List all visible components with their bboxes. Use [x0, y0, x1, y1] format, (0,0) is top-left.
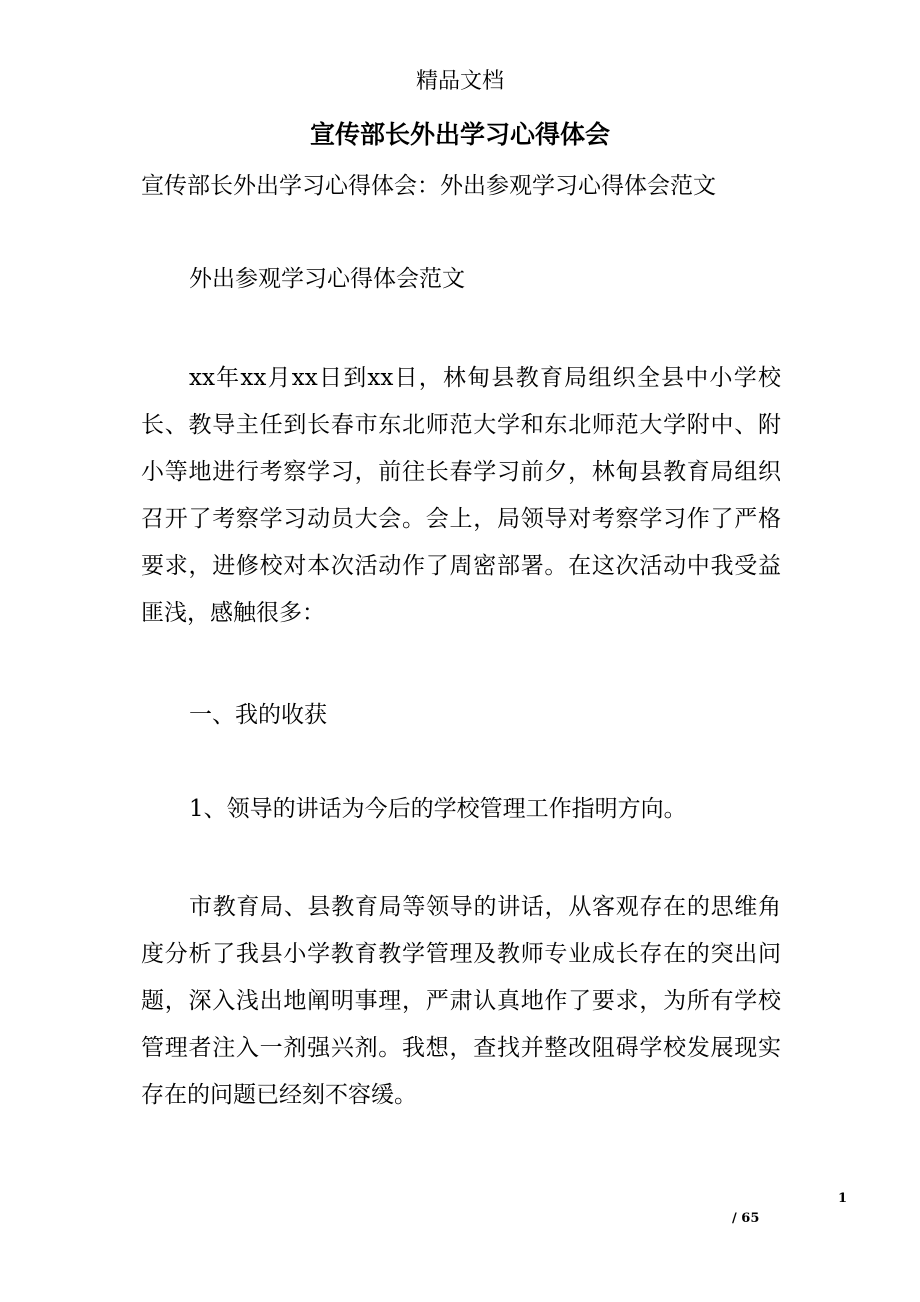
document-subtitle: 宣传部长外出学习心得体会：外出参观学习心得体会范文: [141, 173, 716, 199]
page-header: 精品文档: [415, 69, 504, 94]
document-title: 宣传部长外出学习心得体会: [309, 120, 610, 149]
heading-leadership-speech: 1、领导的讲话为今后的学校管理工作指明方向。: [189, 796, 687, 822]
paragraph-speech-detail: 市教育局、县教育局等领导的讲话，从客观存在的思维角度分析了我县小学教育教学管理及教师专业成长存在的突出问题，深入浅出地阐明事理，严肃认真地作了要求，为所有学校管理者注入一剂强兴剂。我想，查找并整改阻碍学校发展现实存在的问题已经刻不容缓。: [141, 894, 781, 1108]
paragraph-intro: xx年xx月xx日到xx日，林甸县教育局组织全县中小学校长、教导主任到长春市东北师范大学和东北师范大学附中、附小等地进行考察学习，前往长春学习前夕，林甸县教育局组织召开了考察学习动员大会。会上，局领导对考察学习作了严格要求，进修校对本次活动作了周密部署。在这次活动中我受益匪浅，感触很多：: [141, 365, 781, 626]
page-number: 1: [838, 1191, 848, 1206]
heading-my-gains: 一、我的收获: [189, 702, 327, 728]
section-heading: 外出参观学习心得体会范文: [189, 266, 465, 292]
page-total: / 65: [732, 1211, 760, 1226]
